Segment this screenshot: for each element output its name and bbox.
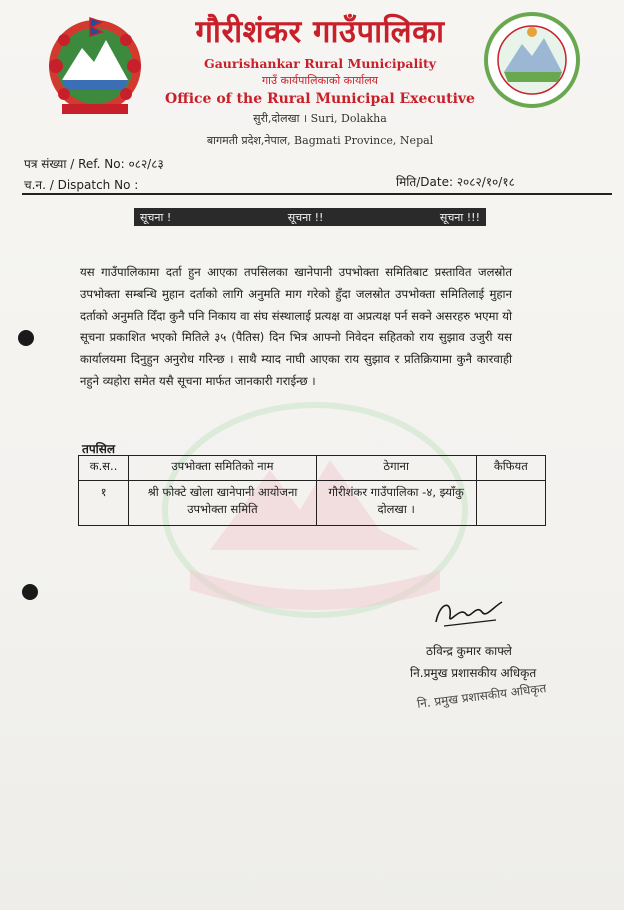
table-row bbox=[79, 481, 546, 526]
notice-banner bbox=[134, 208, 486, 226]
dispatch-number: च.न. / Dispatch No : bbox=[24, 178, 139, 192]
schedule-table bbox=[78, 455, 546, 526]
office-title-np: गाउँ कार्यपालिकाको कार्यालय bbox=[261, 74, 379, 87]
col-header-sn: क.स.. bbox=[79, 456, 129, 481]
municipality-title-en: Gaurishankar Rural Municipality bbox=[204, 56, 436, 71]
signature-icon bbox=[430, 596, 510, 630]
cell-name: श्री फोक्टे खोला खानेपानी आयोजना उपभोक्ता समिति bbox=[129, 481, 317, 526]
municipality-seal-icon bbox=[482, 8, 582, 114]
signatory-title: नि.प्रमुख प्रशासकीय अधिकृत bbox=[410, 666, 537, 680]
punch-hole bbox=[22, 584, 38, 600]
office-province: बागमती प्रदेश,नेपाल, Bagmati Province, Nepal bbox=[206, 134, 434, 147]
notice-body: यस गाउँपालिकामा दर्ता हुन आएका तपसिलका खानेपानी उपभोक्ता समितिबाट प्रस्तावित जलस्रोत उपभोक्ता सम्बन्धि मुहान दर्ताको लागि अनुमति माग गरेको हुँदा जलस्रोत उपभोक्ता समितिलाई मुहान दर्ताको अनुमति दिँदा कुनै पनि निकाय वा संघ संस्थालाई प्रत्यक्ष वा अप्रत्यक्ष पर्न सक्ने असरहरु भएमा यो सूचना प्रकाशित भएको मितिले ३५ (पैतिस) दिन भित्र आफ्नो निवेदन सहितको राय सुझाव उजुरी यस कार्यालयमा दिनुहुन अनुरोध गरिन्छ । साथै म्याद नाघी आएका राय सुझाव र प्रतिक्रियामा कुनै कारवाही नहुने व्यहोरा समेत यसै सूचना मार्फत जानकारी गराईन्छ । bbox=[80, 265, 512, 388]
col-header-remarks: कैफियत bbox=[476, 456, 545, 481]
cell-sn: १ bbox=[79, 481, 129, 526]
office-address: सुरी,दोलखा । Suri, Dolakha bbox=[253, 112, 387, 125]
col-header-name: उपभोक्ता समितिको नाम bbox=[129, 456, 317, 481]
reference-number: पत्र संख्या / Ref. No: ०८२/८३ bbox=[24, 157, 164, 171]
cell-address: गौरीशंकर गाउँपालिका -४, झ्याँकु दोलखा । bbox=[316, 481, 476, 526]
notice-banner-center: सूचना !! bbox=[287, 210, 324, 224]
col-header-address: ठेगाना bbox=[316, 456, 476, 481]
notice-banner-right: सूचना !!! bbox=[439, 210, 480, 224]
nepal-emblem-icon bbox=[36, 10, 154, 118]
punch-hole bbox=[18, 330, 34, 346]
signatory-name: ठविन्द्र कुमार काफ्ले bbox=[426, 644, 512, 658]
office-title-en: Office of the Rural Municipal Executive bbox=[165, 91, 475, 107]
header-divider bbox=[22, 193, 612, 195]
signatory-stamp: नि. प्रमुख प्रशासकीय अधिकृत bbox=[416, 681, 548, 711]
table-header-row bbox=[79, 456, 546, 481]
notice-banner-left: सूचना ! bbox=[140, 210, 172, 224]
letter-date: मिति/Date: २०८२/१०/१८ bbox=[396, 175, 515, 189]
municipality-title-np: गौरीशंकर गाउँपालिका bbox=[195, 14, 445, 50]
cell-remarks bbox=[476, 481, 545, 526]
schedule-heading: तपसिल bbox=[82, 442, 116, 456]
